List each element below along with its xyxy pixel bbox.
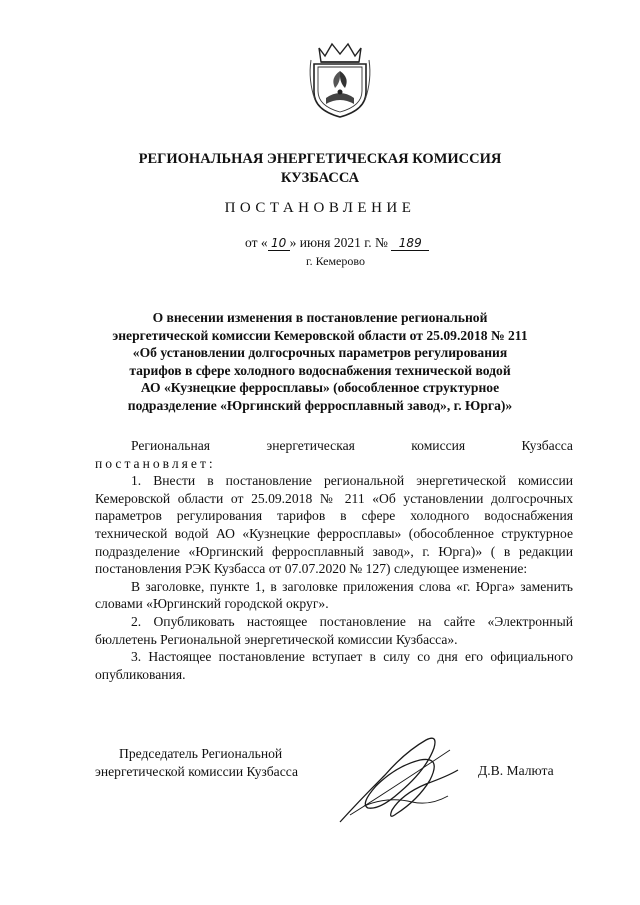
subject-line: тарифов в сфере холодного водоснабжения технической водой (129, 362, 511, 378)
organization-line-1: РЕГИОНАЛЬНАЯ ЭНЕРГЕТИЧЕСКАЯ КОМИССИЯ (138, 151, 502, 167)
handwritten-signature (330, 730, 465, 830)
organization-name (60, 150, 580, 188)
date-middle: » июня 2021 г. № (289, 235, 388, 250)
intro-word: комиссия (411, 438, 466, 453)
date-line (245, 235, 429, 251)
signer-name: Д.В. Малюта (478, 763, 554, 778)
signer-title-line-1: Председатель Региональной (119, 746, 283, 761)
subject-line: О внесении изменения в постановление региональной (152, 310, 488, 325)
intro-verb: постановляет: (95, 455, 216, 471)
coat-of-arms-emblem (305, 40, 375, 120)
intro-line (95, 437, 573, 455)
intro-word: Кузбасса (521, 438, 573, 453)
subject-line: «Об установлении долгосрочных параметров регулирования (132, 345, 508, 361)
paragraph-1-detail: В заголовке, пункте 1, в заголовке приложения слова «г. Юрга» заменить словами «Юргинский городской округ». (95, 578, 573, 612)
document-type: ПОСТАНОВЛЕНИЕ (224, 200, 416, 216)
subject-line: подразделение «Юргинский ферросплавный завод», г. Юрга)» (127, 397, 513, 413)
signer-title-line-2: энергетической комиссии Кузбасса (95, 764, 298, 779)
paragraph-2: 2. Опубликовать настоящее постановление на сайте «Электронный бюллетень Региональной энергетической комиссии Кузбасса». (95, 613, 573, 647)
organization-line-2: КУЗБАССА (280, 170, 360, 186)
document-subject (95, 309, 545, 415)
paragraph-1: 1. Внести в постановление региональной энергетической комиссии Кемеровской области от 25.09.2018 № 211 «Об установлении долгосрочных параметров регулирования тарифов в сфере холодного водоснабжения технической водой АО «Кузнецкие ферросплавы» (обособленное структурное подразделение «Юргинский ферросплавный завод», г. Юрга)» ( в редакции постановления РЭК Кузбасса от 07.07.2020 № 127) следующее изменение: (95, 473, 573, 577)
city: г. Кемерово (306, 254, 365, 268)
handwritten-number: 189 (391, 236, 429, 251)
intro-word: энергетическая (266, 438, 355, 453)
handwritten-day: 10 (268, 236, 290, 251)
date-prefix: от « (245, 235, 268, 250)
intro-word: Региональная (131, 438, 211, 453)
subject-line: АО «Кузнецкие ферросплавы» (обособленное структурное (140, 380, 500, 396)
subject-line: энергетической комиссии Кемеровской области от 25.09.2018 № 211 (112, 327, 528, 343)
paragraph-3: 3. Настоящее постановление вступает в силу со дня его официального опубликования. (95, 649, 573, 682)
signer-title (95, 745, 298, 781)
document-body (95, 437, 573, 683)
